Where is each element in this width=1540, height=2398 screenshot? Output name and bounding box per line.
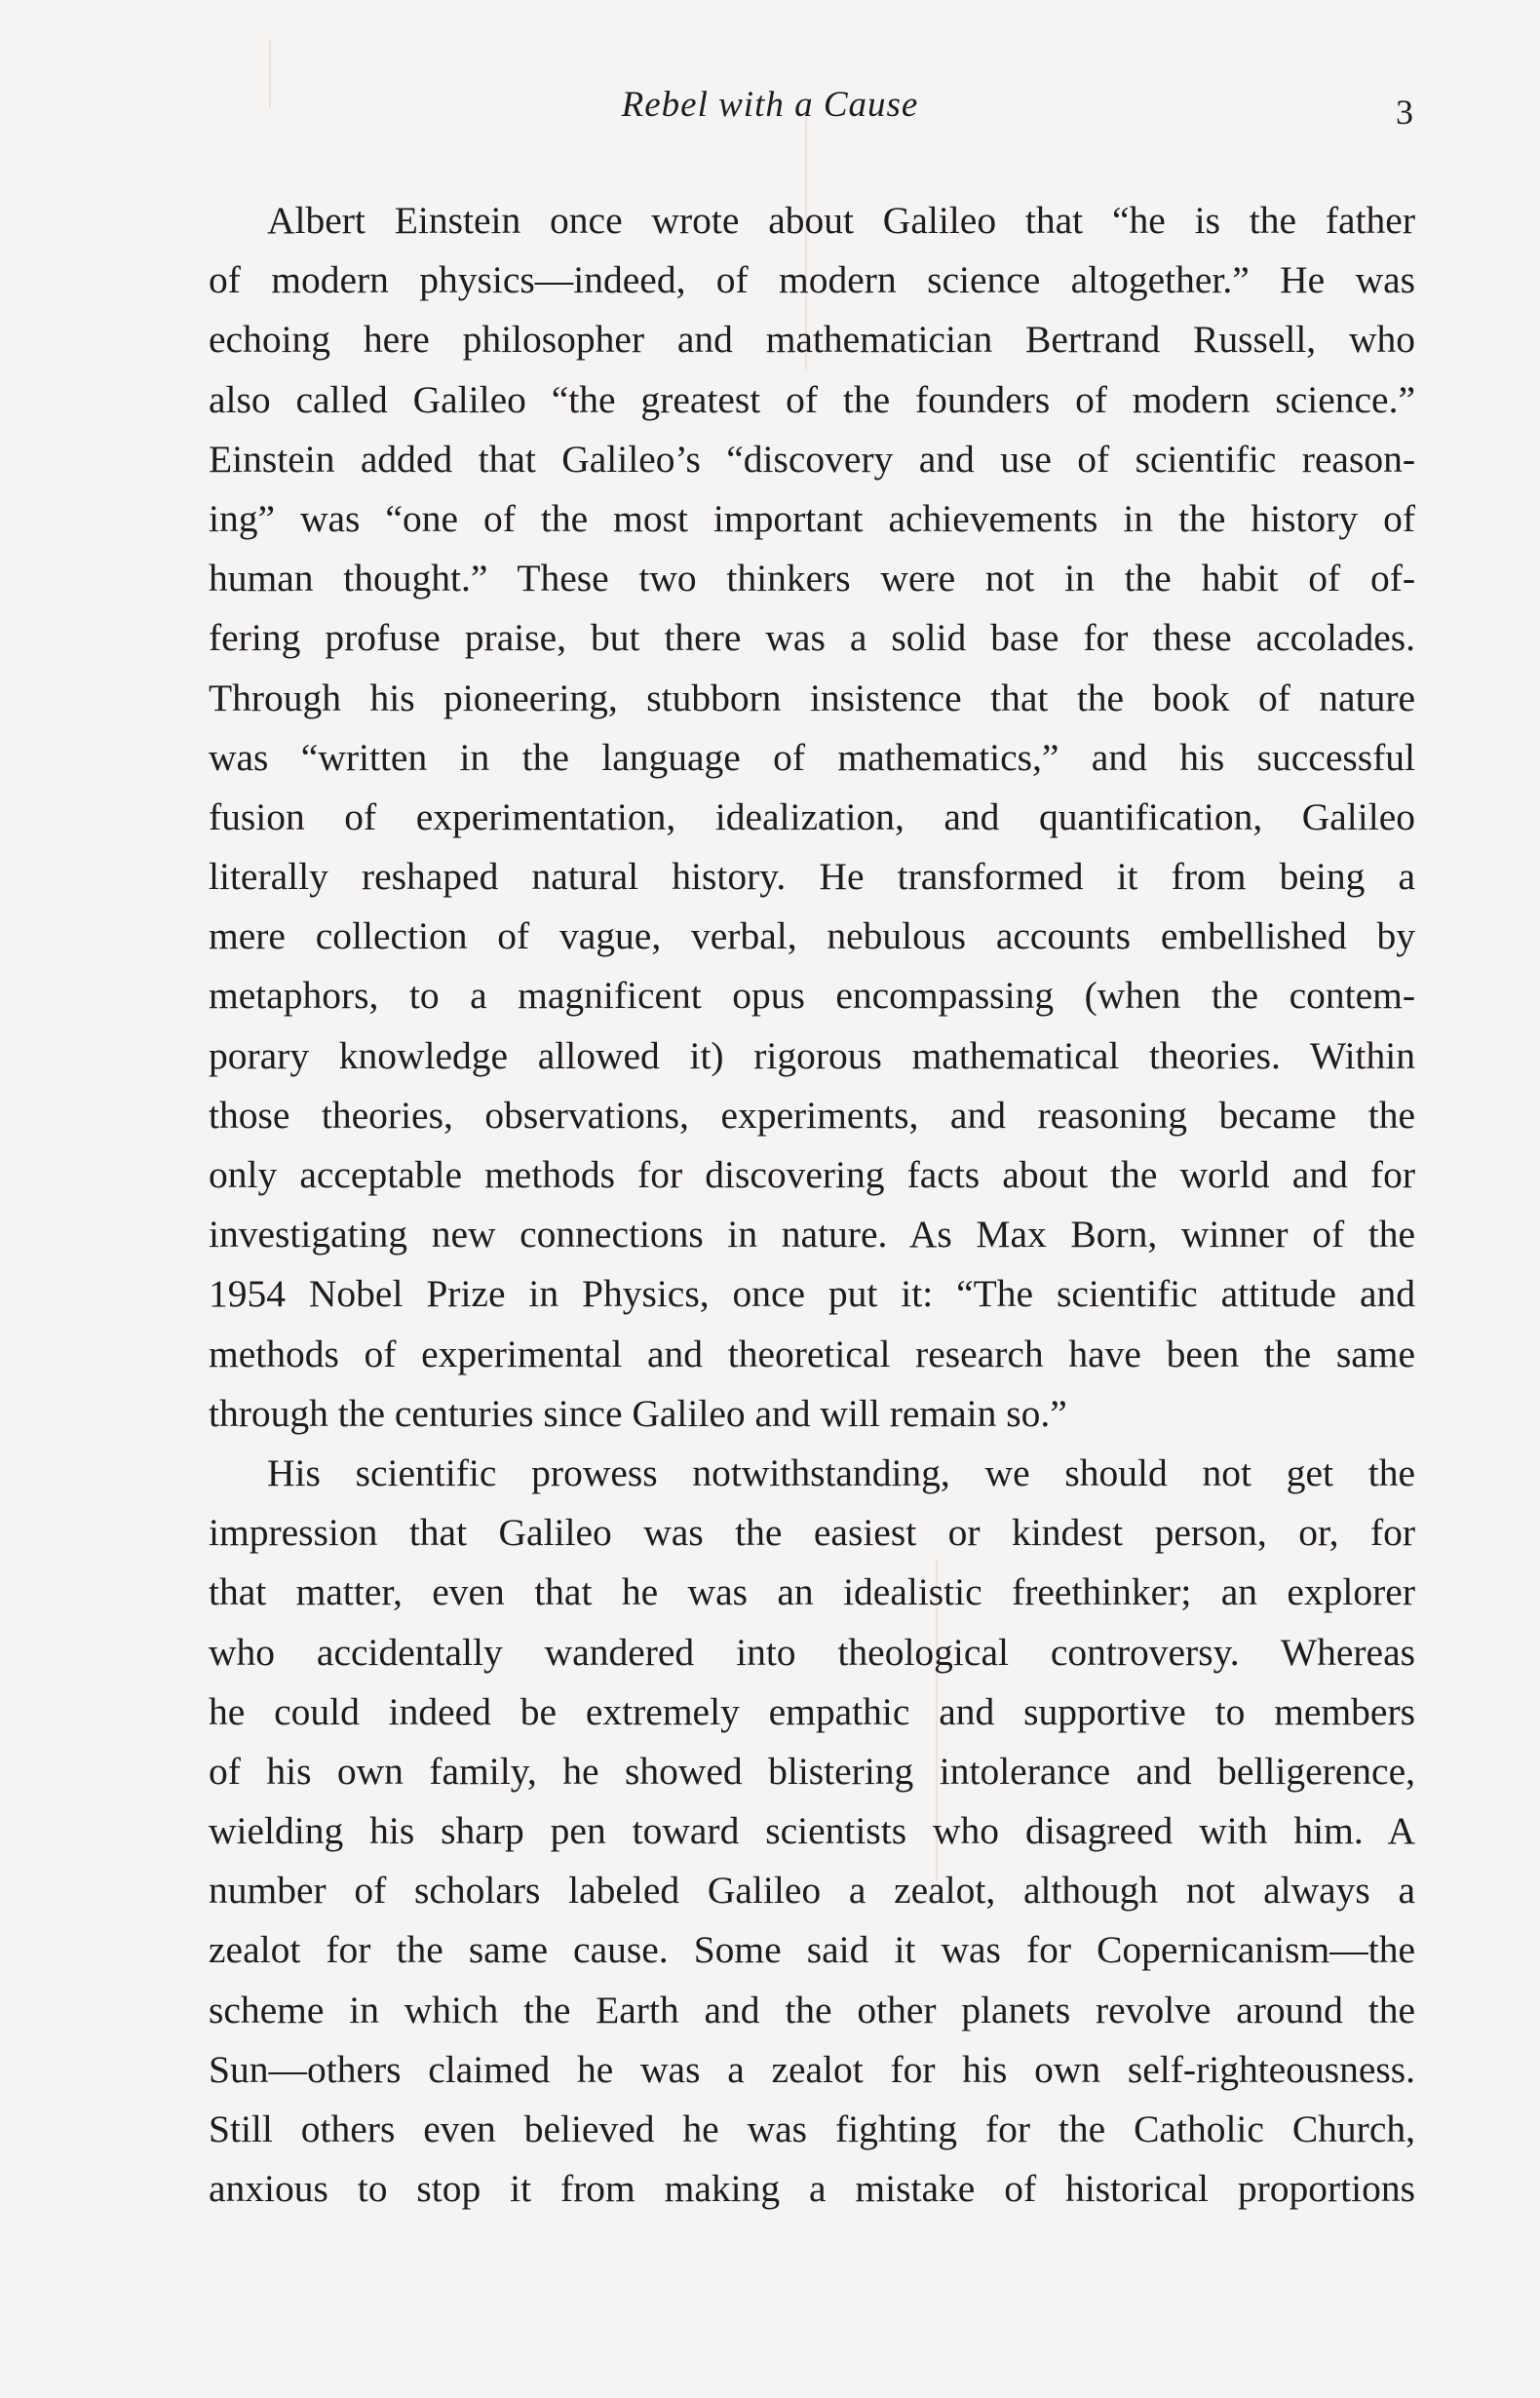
text-line: zealot for the same cause. Some said it was for Copernicanism—the	[209, 1928, 1415, 1972]
text-line: Still others even believed he was fighting for the Catholic Church,	[209, 2108, 1415, 2150]
text-line: methods of experimental and theoretical research have been the same	[209, 1332, 1415, 1375]
text-line: was “written in the language of mathematics,” and his successful	[209, 735, 1415, 779]
text-line: also called Galileo “the greatest of the founders of modern science.”	[209, 377, 1415, 421]
text-line: Through his pioneering, stubborn insistence that the book of nature	[209, 676, 1415, 719]
text-line: Albert Einstein once wrote about Galileo that “he is the father	[267, 199, 1415, 242]
text-line: he could indeed be extremely empathic and supportive to members	[209, 1689, 1415, 1733]
text-line: anxious to stop it from making a mistake of historical proportions	[209, 2167, 1415, 2211]
text-line: who accidentally wandered into theological controversy. Whereas	[209, 1630, 1415, 1674]
text-line: Einstein added that Galileo’s “discovery and use of scientific reason-	[209, 437, 1415, 481]
text-line: fering profuse praise, but there was a solid base for these accolades.	[209, 616, 1415, 660]
text-line: ing” was “one of the most important achievements in the history of	[209, 496, 1415, 540]
body-text	[209, 191, 1415, 2219]
text-line: echoing here philosopher and mathematician Bertrand Russell, who	[209, 318, 1415, 362]
text-line: those theories, observations, experiments, and reasoning became the	[209, 1093, 1415, 1137]
text-line: only acceptable methods for discovering facts about the world and for	[209, 1153, 1415, 1196]
text-line: mere collection of vague, verbal, nebulous accounts embellished by	[209, 914, 1415, 958]
text-line: number of scholars labeled Galileo a zealot, although not always a	[209, 1869, 1415, 1913]
text-line: 1954 Nobel Prize in Physics, once put it: “The scientific attitude and	[209, 1272, 1415, 1316]
text-line: scheme in which the Earth and the other planets revolve around the	[209, 1988, 1415, 2031]
text-line: through the centuries since Galileo and will remain so.”	[209, 1391, 1067, 1435]
text-line: investigating new connections in nature. As Max Born, winner of the	[209, 1213, 1415, 1257]
text-line: His scientific prowess notwithstanding, we should not get the	[267, 1450, 1415, 1494]
text-line: literally reshaped natural history. He transformed it from being a	[209, 855, 1415, 899]
text-line: fusion of experimentation, idealization, and quantification, Galileo	[209, 794, 1415, 838]
text-line: wielding his sharp pen toward scientists who disagreed with him. A	[209, 1809, 1415, 1853]
text-line: metaphors, to a magnificent opus encompassing (when the contem-	[209, 974, 1415, 1018]
running-head: Rebel with a Cause	[621, 85, 919, 125]
text-line: of modern physics—indeed, of modern science altogether.” He was	[209, 258, 1415, 302]
text-line: of his own family, he showed blistering intolerance and belligerence,	[209, 1749, 1415, 1793]
page-number: 3	[1396, 93, 1413, 132]
text-line: impression that Galileo was the easiest or kindest person, or, for	[209, 1511, 1415, 1555]
text-line: porary knowledge allowed it) rigorous mathematical theories. Within	[209, 1033, 1415, 1077]
text-line: that matter, even that he was an idealistic freethinker; an explorer	[209, 1570, 1415, 1614]
text-line: human thought.” These two thinkers were not in the habit of of-	[209, 557, 1415, 600]
text-line: Sun—others claimed he was a zealot for his own self-righteousness.	[209, 2047, 1415, 2091]
